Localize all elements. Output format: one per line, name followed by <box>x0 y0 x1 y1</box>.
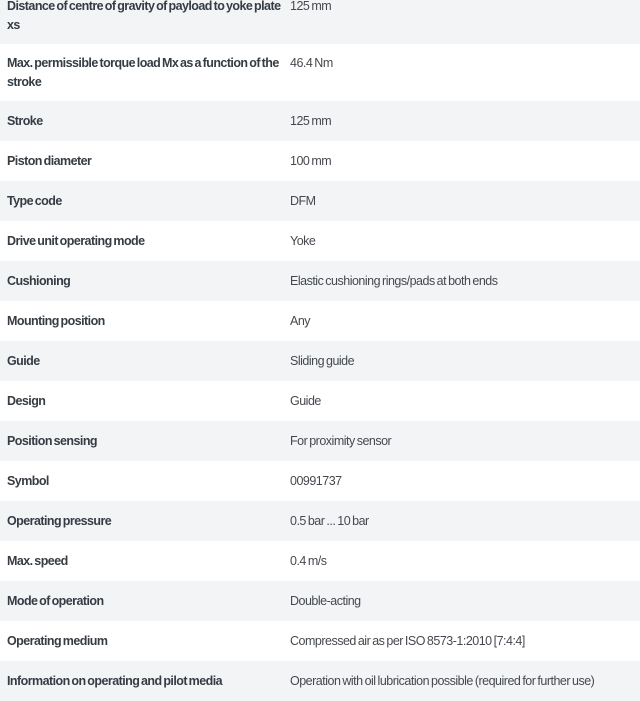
spec-row <box>0 661 640 701</box>
spec-row <box>0 381 640 421</box>
spec-row <box>0 501 640 541</box>
spec-value: Guide <box>290 393 321 408</box>
spec-label: Drive unit operating mode <box>7 233 145 248</box>
spec-value: 100 mm <box>290 153 332 168</box>
spec-label: Max. speed <box>7 553 68 568</box>
spec-row <box>0 581 640 621</box>
spec-value: 0.4 m/s <box>290 553 327 568</box>
spec-label: Guide <box>7 353 40 368</box>
spec-value: 0.5 bar ... 10 bar <box>290 513 369 528</box>
spec-value: Double-acting <box>290 593 361 608</box>
spec-row <box>0 181 640 221</box>
spec-label: Piston diameter <box>7 153 92 168</box>
spec-value: Sliding guide <box>290 353 355 368</box>
spec-value: 00991737 <box>290 473 342 488</box>
spec-label: Position sensing <box>7 433 98 448</box>
spec-label: Mounting position <box>7 313 105 328</box>
spec-row <box>0 101 640 141</box>
spec-label: Stroke <box>7 113 43 128</box>
spec-label: Symbol <box>7 473 49 488</box>
spec-row <box>0 301 640 341</box>
spec-value: Any <box>290 313 311 328</box>
spec-value: 125 mm <box>290 0 332 13</box>
spec-row <box>0 221 640 261</box>
spec-label: Type code <box>7 193 62 208</box>
spec-value: Elastic cushioning rings/pads at both ends <box>290 273 498 288</box>
spec-value: 46.4 Nm <box>290 55 333 70</box>
spec-value: Yoke <box>290 233 316 248</box>
spec-value: DFM <box>290 193 316 208</box>
spec-value: Compressed air as per ISO 8573-1:2010 [7:4:4] <box>290 633 525 648</box>
spec-label: Information on operating and pilot media <box>7 673 223 688</box>
spec-value: 125 mm <box>290 113 332 128</box>
spec-row <box>0 141 640 181</box>
spec-row <box>0 421 640 461</box>
spec-value: For proximity sensor <box>290 433 392 448</box>
spec-row <box>0 621 640 661</box>
spec-label: Max. permissible torque load Mx as a function of the stroke <box>7 55 279 89</box>
spec-label: Mode of operation <box>7 593 104 608</box>
spec-label: Distance of centre of gravity of payload to yoke plate xs <box>7 0 281 32</box>
spec-row <box>0 461 640 501</box>
spec-row <box>0 341 640 381</box>
spec-label: Operating medium <box>7 633 108 648</box>
spec-label: Cushioning <box>7 273 71 288</box>
spec-value: Operation with oil lubrication possible (required for further use) <box>290 673 595 688</box>
spec-label: Operating pressure <box>7 513 112 528</box>
spec-label: Design <box>7 393 46 408</box>
spec-row <box>0 541 640 581</box>
spec-row <box>0 261 640 301</box>
spec-row <box>0 0 640 44</box>
spec-row <box>0 44 640 101</box>
